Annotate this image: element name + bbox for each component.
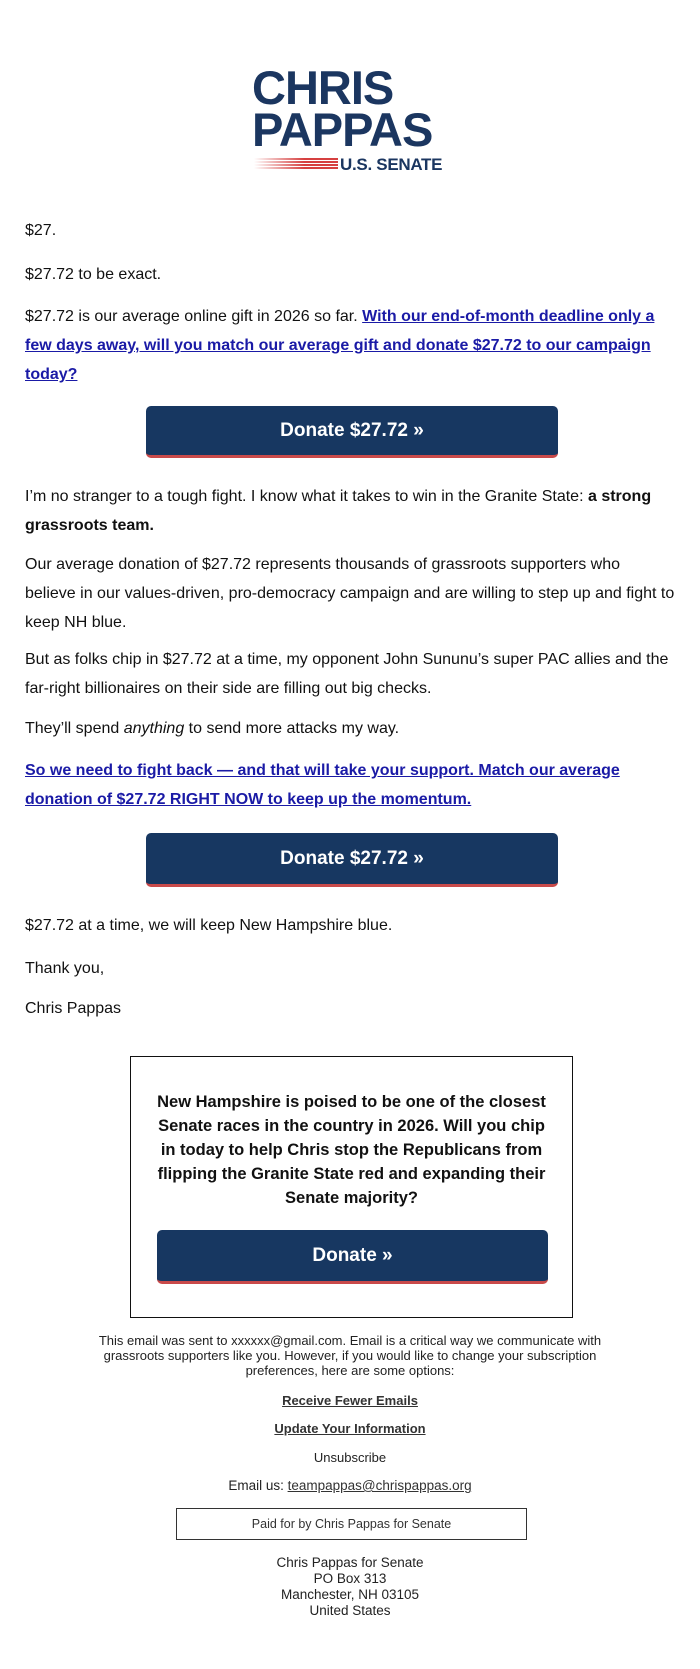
footer-notice: This email was sent to xxxxxx@gmail.com. Email is a critical way we communicate with grassroots supporters like you. However, if you would like to change your subscription preferences, here are some options: [98, 1333, 602, 1378]
paragraph [25, 482, 675, 540]
donate-button-3[interactable]: Donate » [157, 1230, 548, 1284]
paragraph: Our average donation of $27.72 represents thousands of grassroots supporters who believe in our values-driven, pro-democracy campaign and are willing to step up and fight to keep NH blue. [25, 556, 675, 631]
logo-line-2: PAPPAS [252, 103, 433, 156]
logo-line-1: CHRIS [252, 61, 394, 114]
paragraph: Thank you, [25, 960, 105, 977]
paragraph-text: to send more attacks my way. [184, 720, 400, 737]
address-line: United States [309, 1603, 391, 1618]
donate-button-2[interactable]: Donate $27.72 » [146, 833, 558, 887]
donate-button-1[interactable]: Donate $27.72 » [146, 406, 558, 458]
paragraph [25, 302, 675, 389]
paragraph: $27. [25, 222, 57, 239]
donate-link[interactable]: With our end-of-month deadline only a few days away, will you match our average gift and donate $27.72 to our campaign today? [25, 308, 655, 383]
paragraph: $27.72 to be exact. [25, 266, 162, 283]
appeal-text: New Hampshire is poised to be one of the closest Senate races in the country in 2026. Will you chip in today to help Chris stop the Republicans from flipping the Granite State red and expanding their Senate majority? [157, 1093, 546, 1207]
email-us-line [0, 1478, 700, 1493]
logo-line-3: U.S. SENATE [340, 155, 443, 174]
address-line: Chris Pappas for Senate [276, 1555, 424, 1570]
email-us-label: Email us: [228, 1478, 288, 1493]
paragraph-text: $27.72 is our average online gift in 2026 so far. [25, 308, 363, 325]
unsubscribe-link[interactable]: Unsubscribe [313, 1450, 387, 1465]
paragraph: $27.72 at a time, we will keep New Hampshire blue. [25, 917, 393, 934]
update-information-link[interactable]: Update Your Information [274, 1421, 426, 1436]
paragraph-text: They’ll spend [25, 720, 124, 737]
paragraph [25, 756, 675, 814]
campaign-logo [252, 61, 462, 178]
contact-email-link[interactable]: teampappas@chrispappas.org [287, 1478, 472, 1493]
paragraph [25, 714, 675, 743]
mailing-address [0, 1555, 700, 1619]
paragraph-text: I’m no stranger to a tough fight. I know what it takes to win in the Granite State: [25, 488, 588, 505]
receive-fewer-emails-link[interactable]: Receive Fewer Emails [282, 1393, 418, 1408]
logo-stripes-icon [254, 158, 338, 172]
address-line: PO Box 313 [313, 1571, 387, 1586]
paragraph: But as folks chip in $27.72 at a time, my opponent John Sununu’s super PAC allies and the far-right billionaires on their side are filling out big checks. [25, 651, 669, 697]
donate-link[interactable]: So we need to fight back — and that will take your support. Match our average donation of $27.72 RIGHT NOW to keep up the momentum. [25, 762, 620, 808]
address-line: Manchester, NH 03105 [280, 1587, 420, 1602]
paid-for-disclaimer: Paid for by Chris Pappas for Senate [176, 1508, 527, 1540]
paragraph-bold: a strong grassroots team. [25, 488, 652, 534]
paragraph-emphasis: anything [123, 720, 185, 737]
signature: Chris Pappas [25, 1000, 122, 1017]
